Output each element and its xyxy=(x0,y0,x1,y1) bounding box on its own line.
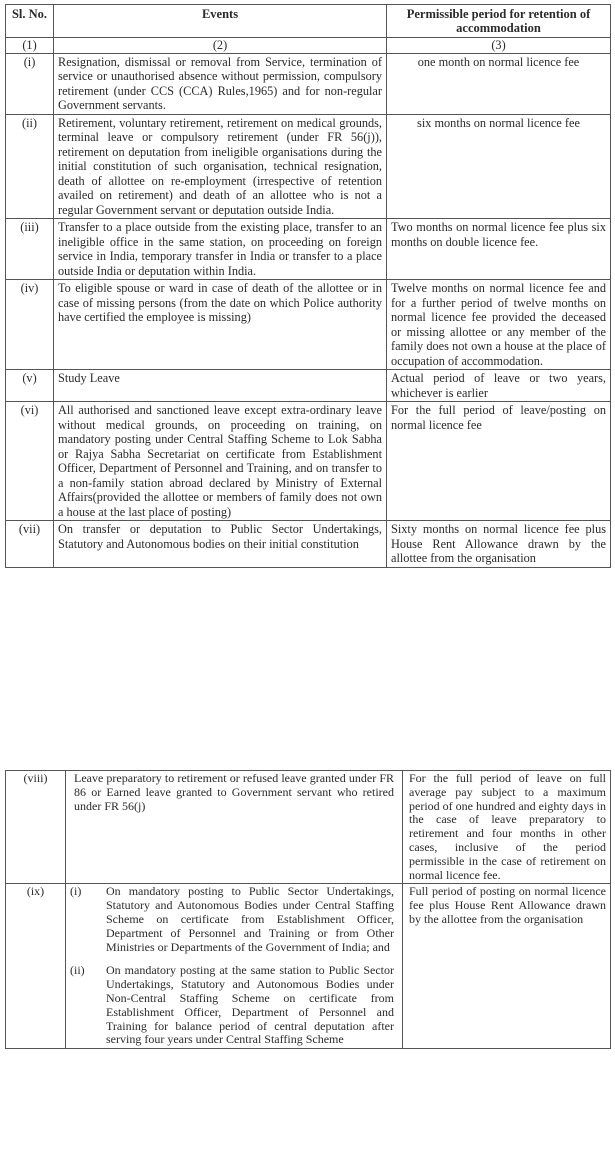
sub-item-text: On mandatory posting to Public Sector Undertakings, Statutory and Autonomous Bodies under Central Staffing Scheme on certificate from Establishment Officer, Department of Personnel and Training or from Other Ministries or Departments of the Government of India; and xyxy=(106,884,394,954)
table-row xyxy=(6,521,611,568)
column-number: (2) xyxy=(54,38,387,54)
sub-item-number: (i) xyxy=(70,884,82,899)
row-sl-no: (viii) xyxy=(6,771,66,884)
table-row xyxy=(6,771,611,884)
table-row xyxy=(6,370,611,402)
retention-table xyxy=(5,4,611,568)
row-period-text: one month on normal licence fee xyxy=(417,54,580,69)
row-event xyxy=(66,884,403,1049)
row-event: Retirement, voluntary retirement, retirement on medical grounds, terminal leave or compulsory retirement (under FR 56(j)), retirement on deputation from ineligible organisations during the initial constitution of such organisation, technical resignation, death of allottee on re-employment (irrespective of retention availed on retirement) and death of an allottee who is not a regular Government servant or deputation outside India. xyxy=(54,114,387,219)
row-period: Two months on normal licence fee plus six months on double licence fee. xyxy=(387,219,611,280)
row-event: Resignation, dismissal or removal from Service, termination of service or unauthorised absence without permission, compulsory retirement (under CCS (CCA) Rules,1965) and for non-regular Government servants. xyxy=(54,53,387,114)
row-period: For the full period of leave on full average pay subject to a maximum period of one hundred and eighty days in the case of leave preparatory to retirement and four months in other cases, inclusive of the period permissible in the case of retirement on normal licence fee. xyxy=(403,771,611,884)
row-sl-no: (iv) xyxy=(6,280,54,370)
column-number: (1) xyxy=(6,38,54,54)
row-sl-no: (i) xyxy=(6,53,54,114)
retention-table-continued xyxy=(5,770,611,1049)
header-sl-no: Sl. No. xyxy=(6,5,54,38)
row-period: Twelve months on normal licence fee and for a further period of twelve months on normal licence fee provided the deceased or missing allottee or any member of the family does not own a house at the place of occupation of accommodation. xyxy=(387,280,611,370)
row-event: Transfer to a place outside from the existing place, transfer to an ineligible office in the same station, on proceeding on foreign service in India, temporary transfer in India or transfer to a place outside India or deputation within India. xyxy=(54,219,387,280)
table-row xyxy=(6,402,611,521)
table-row xyxy=(6,884,611,1049)
row-sl-no: (ii) xyxy=(6,114,54,219)
row-period: Sixty months on normal licence fee plus House Rent Allowance drawn by the allottee from the organisation xyxy=(387,521,611,568)
row-period: Actual period of leave or two years, whichever is earlier xyxy=(387,370,611,402)
row-sl-no: (iii) xyxy=(6,219,54,280)
sub-item xyxy=(70,964,398,1047)
table-row xyxy=(6,219,611,280)
row-event: Leave preparatory to retirement or refused leave granted under FR 86 or Earned leave granted to Government servant who retired under FR 56(j) xyxy=(66,771,403,884)
row-event: All authorised and sanctioned leave except extra-ordinary leave without medical grounds, on proceeding on training, on mandatory posting under Central Staffing Scheme to Lok Sabha or Rajya Sabha Secretariat on certificate from Establishment Officer, Department of Personnel and Training, and on transfer to a non-family station abroad declared by Ministry of External Affairs(provided the allottee or members of family does not own a house at the last place of posting) xyxy=(54,402,387,521)
row-period xyxy=(387,53,611,114)
table-row xyxy=(6,53,611,114)
column-number: (3) xyxy=(387,38,611,54)
row-sl-no: (ix) xyxy=(6,884,66,1049)
sub-item-number: (ii) xyxy=(70,963,85,978)
row-period xyxy=(387,114,611,219)
column-number-row xyxy=(6,38,611,54)
header-row xyxy=(6,5,611,38)
sub-item-text: On mandatory posting at the same station to Public Sector Undertakings, Statutory and Autonomous Bodies under Non-Central Staffing Scheme on certificate from Establishment Officer, Department of Personnel and Training for balance period of central deputation after serving four years under Central Staffing Scheme xyxy=(106,963,394,1047)
table-row xyxy=(6,280,611,370)
sub-item xyxy=(70,885,398,954)
row-period-text: six months on normal licence fee xyxy=(417,115,580,130)
row-event: Study Leave xyxy=(54,370,387,402)
row-event: To eligible spouse or ward in case of death of the allottee or in case of missing persons (from the date on which Police authority have certified the employee is missing) xyxy=(54,280,387,370)
row-sl-no: (v) xyxy=(6,370,54,402)
row-sl-no: (vii) xyxy=(6,521,54,568)
header-period: Permissible period for retention of accommodation xyxy=(387,5,611,38)
row-period: Full period of posting on normal licence fee plus House Rent Allowance drawn by the allottee from the organisation xyxy=(403,884,611,1049)
table-row xyxy=(6,114,611,219)
header-events: Events xyxy=(54,5,387,38)
row-event: On transfer or deputation to Public Sector Undertakings, Statutory and Autonomous bodies on their initial constitution xyxy=(54,521,387,568)
row-sl-no: (vi) xyxy=(6,402,54,521)
row-period: For the full period of leave/posting on normal licence fee xyxy=(387,402,611,521)
